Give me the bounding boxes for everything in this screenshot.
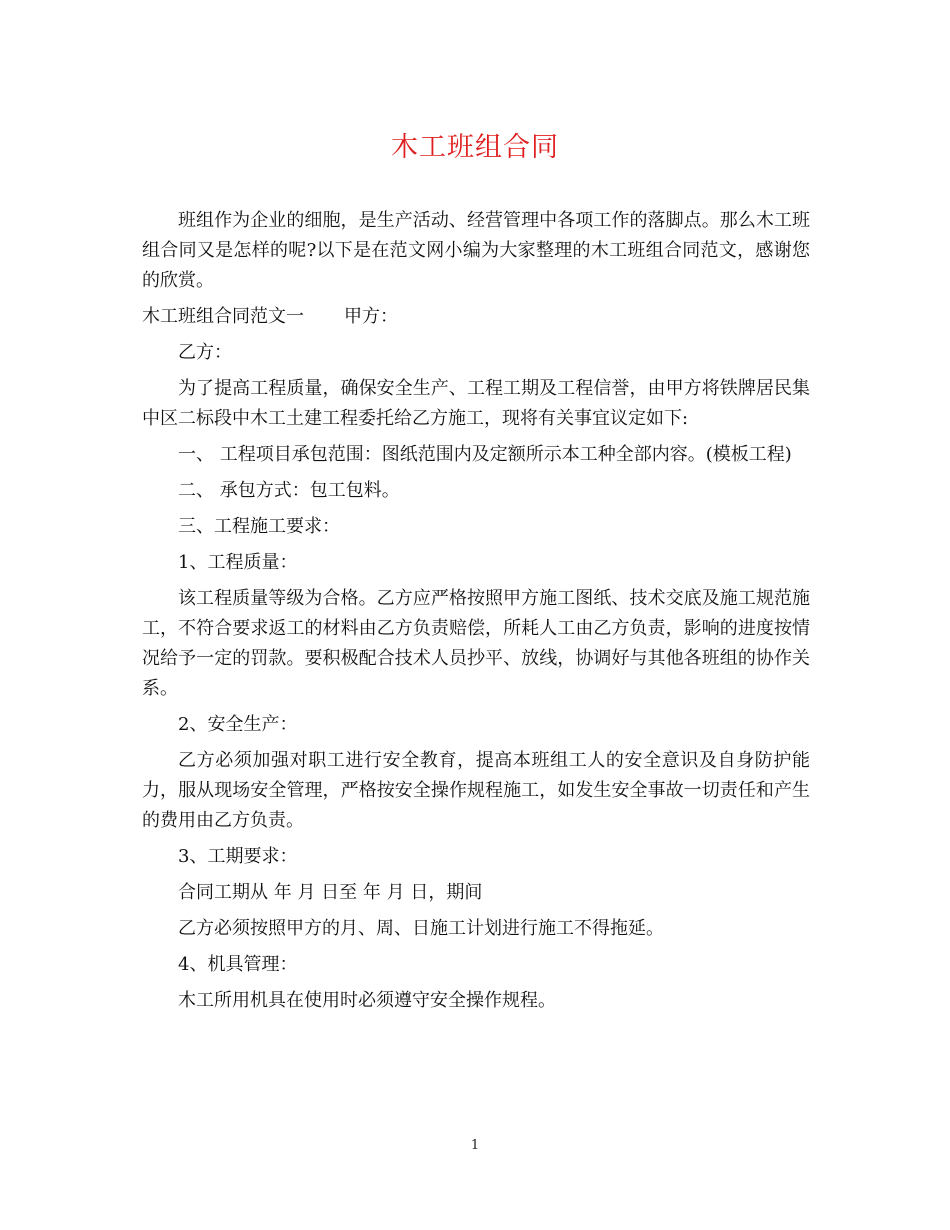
item-3-title: 3、工期要求： bbox=[178, 846, 298, 867]
document-body bbox=[142, 206, 810, 1022]
clause-2: 二、 承包方式：包工包料。 bbox=[178, 480, 400, 501]
sample-heading: 木工班组合同范文一 bbox=[142, 306, 304, 327]
clause-1: 一、 工程项目承包范围：图纸范围内及定额所示本工种全部内容。(模板工程) bbox=[178, 444, 792, 465]
item-1-title: 1、工程质量： bbox=[178, 552, 298, 573]
page-number: 1 bbox=[470, 1138, 480, 1153]
party-b-label: 乙方： bbox=[178, 342, 232, 363]
party-a-label: 甲方： bbox=[344, 306, 398, 327]
sample-heading-line bbox=[142, 302, 810, 332]
item-2-title: 2、安全生产： bbox=[178, 714, 298, 735]
item-3-text-2: 乙方必须按照甲方的月、周、日施工计划进行施工不得拖延。 bbox=[178, 918, 664, 939]
item-4-title: 4、机具管理： bbox=[178, 954, 298, 975]
item-1-text: 该工程质量等级为合格。乙方应严格按照甲方施工图纸、技术交底及施工规范施工，不符合要求返工的材料由乙方负责赔偿，所耗人工由乙方负责，影响的进度按情况给予一定的罚款。要积极配合技术人员抄平、放线，协调好与其他各班组的协作关系。 bbox=[142, 588, 810, 699]
item-4-text: 木工所用机具在使用时必须遵守安全操作规程。 bbox=[178, 990, 556, 1011]
document-title: 木工班组合同 bbox=[391, 132, 559, 163]
item-2-text: 乙方必须加强对职工进行安全教育，提高本班组工人的安全意识及自身防护能力，服从现场安全管理，严格按安全操作规程施工，如发生安全事故一切责任和产生的费用由乙方负责。 bbox=[142, 750, 810, 831]
item-3-text-1: 合同工期从 年 月 日至 年 月 日，期间 bbox=[178, 882, 483, 903]
clause-3: 三、工程施工要求： bbox=[178, 516, 340, 537]
contract-intro: 为了提高工程质量，确保安全生产、工程工期及工程信誉，由甲方将铁牌居民集中区二标段中木工土建工程委托给乙方施工，现将有关事宜议定如下: bbox=[142, 378, 810, 429]
intro-paragraph: 班组作为企业的细胞，是生产活动、经营管理中各项工作的落脚点。那么木工班组合同又是怎样的呢?以下是在范文网小编为大家整理的木工班组合同范文，感谢您的欣赏。 bbox=[142, 210, 810, 291]
